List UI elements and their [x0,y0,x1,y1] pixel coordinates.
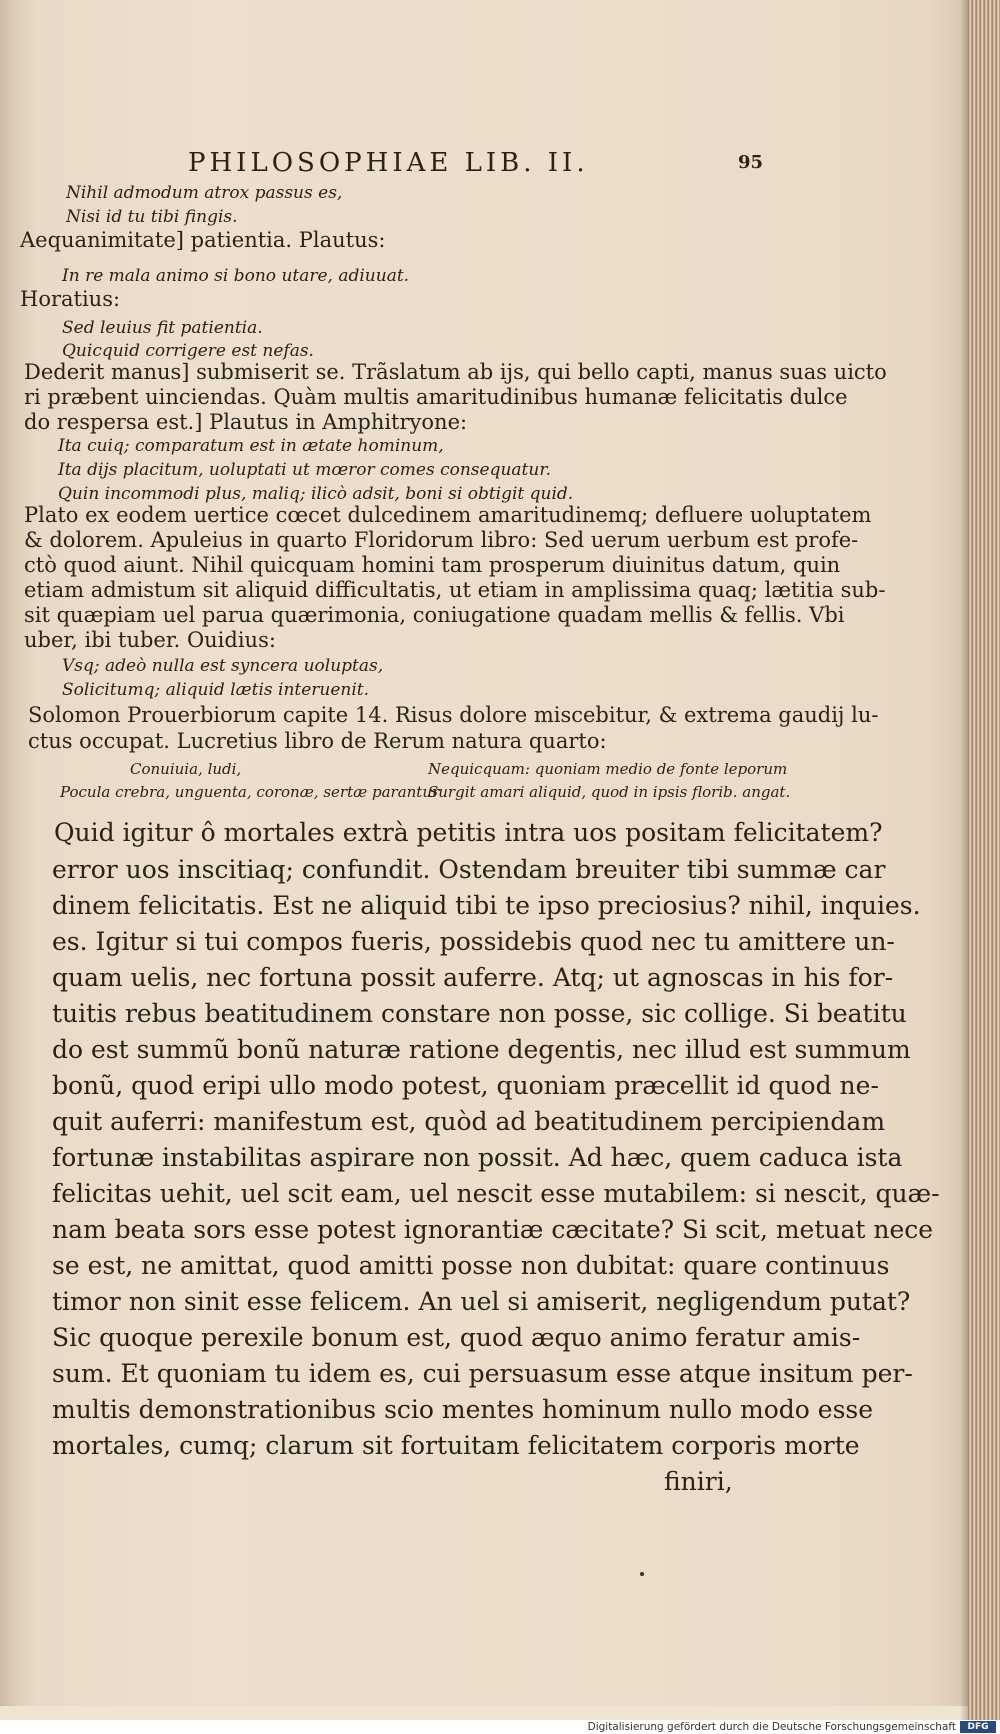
main-text-line: do est summũ bonũ naturæ ratione degentis, nec illud est summum [52,1035,911,1064]
commentary-line: & dolorem. Apuleius in quarto Floridorum libro: Sed uerum uerbum est profe- [24,528,859,552]
commentary-line: ri præbent uinciendas. Quàm multis amaritudinibus humanæ felicitatis dulce [24,385,848,409]
main-text-line: nam beata sors esse potest ignorantiæ cæcitate? Si scit, metuat nece [52,1215,934,1244]
commentary-line: Solicitumq; aliquid lætis interuenit. [62,680,370,700]
commentary-line: Quin incommodi plus, maliq; ilicò adsit, boni si obtigit quid. [58,484,574,504]
main-text-line: es. Igitur si tui compos fueris, possidebis quod nec tu amittere un- [52,927,895,956]
folio-number: 95 [738,152,764,173]
main-text-line: multis demonstrationibus scio mentes hominum nullo modo esse [52,1395,874,1424]
verse-left: Conuiuia, ludi, [130,760,242,778]
book-fore-edge [968,0,1000,1720]
commentary-line: Solomon Prouerbiorum capite 14. Risus dolore miscebitur, & extrema gaudij lu- [28,703,879,727]
main-text-line: felicitas uehit, uel scit eam, uel nescit esse mutabilem: si nescit, quæ- [52,1179,940,1208]
commentary-line: Vsq; adeò nulla est syncera uoluptas, [62,656,384,676]
commentary-line: Plato ex eodem uertice cœcet dulcedinem amaritudinemq; defluere uoluptatem [24,503,872,527]
commentary-line: Nihil admodum atrox passus es, [66,183,343,203]
main-text-line: mortales, cumq; clarum sit fortuitam felicitatem corporis morte [52,1431,860,1460]
commentary-line: sit quæpiam uel parua quærimonia, coniugatione quadam mellis & fellis. Vbi [24,603,845,627]
main-text-line: sum. Et quoniam tu idem es, cui persuasum esse atque insitum per- [52,1359,913,1388]
commentary-line: Aequanimitate] patientia. Plautus: [20,228,386,252]
verse-left: Pocula crebra, unguenta, coronæ, sertæ parantur [60,783,440,801]
footer-credit: Digitalisierung gefördert durch die Deutsche Forschungsgemeinschaft [587,1721,956,1733]
commentary-line: Nisi id tu tibi fingis. [66,207,238,227]
main-text-line: fortunæ instabilitas aspirare non possit. Ad hæc, quem caduca ista [52,1143,903,1172]
commentary-line: In re mala animo si bono utare, adiuuat. [62,266,410,286]
verse-right: Surgit amari aliquid, quod in ipsis florib. angat. [428,783,791,801]
main-text-line: se est, ne amittat, quod amitti posse non dubitat: quare continuus [52,1251,890,1280]
main-text-line: tuitis rebus beatitudinem constare non posse, sic collige. Si beatitu [52,999,907,1028]
running-head: PHILOSOPHIAE LIB. II. [188,148,589,178]
commentary-line: etiam admistum sit aliquid difficultatis, ut etiam in amplissima quaq; lætitia sub- [24,578,886,602]
main-text-line: timor non sinit esse felicem. An uel si amiserit, negligendum putat? [52,1287,911,1316]
main-text-line: dinem felicitatis. Est ne aliquid tibi te ipso preciosius? nihil, inquies. [52,891,921,920]
commentary-line: Ita cuiq; comparatum est in ætate hominum, [58,436,444,456]
main-text-line: bonũ, quod eripi ullo modo potest, quoniam præcellit id quod ne- [52,1071,879,1100]
commentary-line: Sed leuius fit patientia. [62,318,263,338]
verse-right: Nequicquam: quoniam medio de fonte leporum [428,760,788,778]
commentary-line: Quicquid corrigere est nefas. [62,341,314,361]
catchword: finiri, [664,1467,733,1496]
commentary-line: uber, ibi tuber. Ouidius: [24,628,276,652]
ink-speck [640,1572,644,1576]
commentary-line: ctus occupat. Lucretius libro de Rerum natura quarto: [28,729,607,753]
main-text-line: Sic quoque perexile bonum est, quod æquo animo feratur amis- [52,1323,861,1352]
main-text-line: quit auferri: manifestum est, quòd ad beatitudinem percipiendam [52,1107,886,1136]
main-text-line: quam uelis, nec fortuna possit auferre. Atq; ut agnoscas in his for- [52,963,894,992]
commentary-line: Horatius: [20,287,121,311]
commentary-line: Dederit manus] submiserit se. Trãslatum ab ijs, qui bello capti, manus suas uicto [24,360,887,384]
commentary-line: ctò quod aiunt. Nihil quicquam homini tam prosperum diuinitus datum, quin [24,553,841,577]
commentary-line: do respersa est.] Plautus in Amphitryone: [24,410,468,434]
dfg-logo: DFG [960,1721,996,1733]
main-text-line: error uos inscitiaq; confundit. Ostendam breuiter tibi summæ car [52,855,886,884]
main-text-line: Quid igitur ô mortales extrà petitis intra uos positam felicitatem? [54,818,883,847]
commentary-line: Ita dijs placitum, uoluptati ut mœror comes consequatur. [58,460,551,480]
